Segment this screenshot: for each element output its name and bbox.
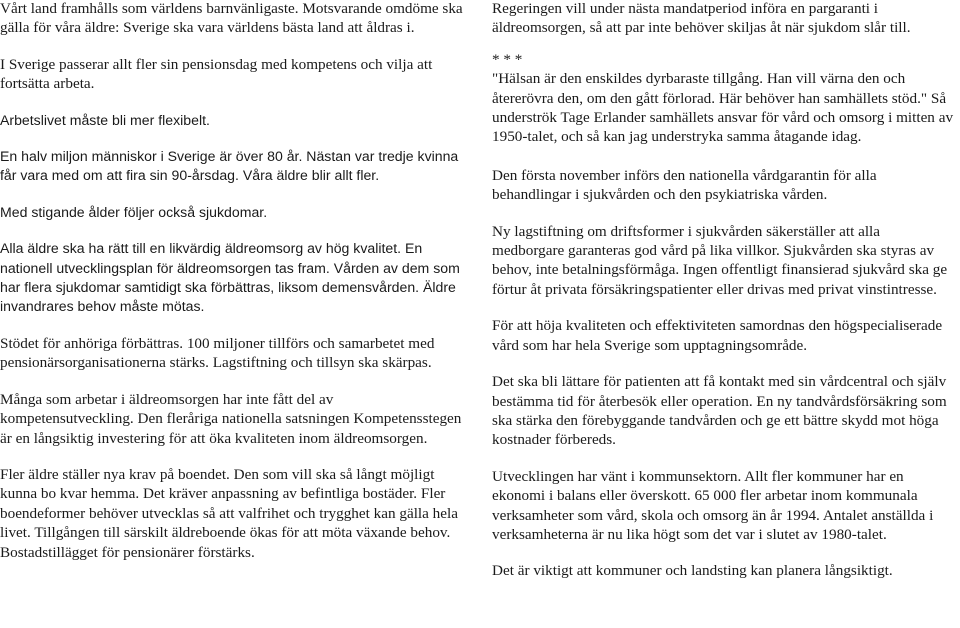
paragraph: Fler äldre ställer nya krav på boendet. Den som vill ska så långt möjligt kunna bo kvar hemma. Det kräver anpassning av befintliga bostäder. Fler boendeformer behöver utvecklas så att valfrihet och trygghet kan gälla hela livet. Tillgången till särskilt äldreboende ökas för att möta växande behov. Bostadstillägget för pensionärer förstärks.	[0, 465, 458, 561]
paragraph: Ny lagstiftning om driftsformer i sjukvården säkerställer att alla medborgare garanteras god vård på lika villkor. Sjukvården ska styras av behov, inte betalningsförmåga. Ingen offentligt finansierad sjukvård ska ge förtur åt privata försäkringspatienter eller drivas med privat vinstintresse.	[492, 222, 948, 298]
paragraph: Stödet för anhöriga förbättras. 100 miljoner tillförs och samarbetet med pensionärsorganisationerna stärks. Lagstiftning och tillsyn ska skärpas.	[0, 334, 435, 372]
left-column	[0, 0, 470, 579]
paragraph: Arbetslivet måste bli mer flexibelt.	[0, 111, 210, 128]
paragraph: Alla äldre ska ha rätt till en likvärdig äldreomsorg av hög kvalitet. En nationell utvecklingsplan för äldreomsorgen tas fram. Vården av dem som har flera sjukdomar samtidigt ska förbättras, liksom demensvården. Äldre invandrares behov måste mötas.	[0, 240, 460, 315]
paragraph: "Hälsan är den enskildes dyrbaraste tillgång. Han vill värna den och återerövra den, om den gått förlorad. Här behöver han samhällets stöd." Så underströk Tage Erlander samhällets ansvar för vård och omsorg i mitten av 1950-talet, och så kan jag understryka samma åtagande idag.	[492, 70, 954, 146]
paragraph: Det ska bli lättare för patienten att få kontakt med sin vårdcentral och själv bestämma tid för återbesök eller operation. En ny tandvårdsförsäkring som ska stärka den förebyggande tandvården och ge ett bättre skydd mot höga kostnader förbereds.	[492, 373, 947, 449]
paragraph: Regeringen vill under nästa mandatperiod införa en pargaranti i äldreomsorgen, så att par inte behöver skiljas åt när sjukdom slår till.	[492, 0, 911, 37]
paragraph: I Sverige passerar allt fler sin pensionsdag med kompetens och vilja att fortsätta arbeta.	[0, 55, 433, 93]
paragraph: Vårt land framhålls som världens barnvänligaste. Motsvarande omdöme ska gälla för våra äldre: Sverige ska vara världens bästa land att åldras i.	[0, 0, 463, 37]
right-column	[492, 0, 956, 598]
paragraph: Utvecklingen har vänt i kommunsektorn. Allt fler kommuner har en ekonomi i balans eller överskott. 65 000 fler arbetar inom kommunala verksamheter som vård, skola och omsorg än år 1994. Antalet anställda i verksamheterna är nu lika högt som det var i slutet av 1980-talet.	[492, 467, 934, 543]
paragraph: För att höja kvaliteten och effektiviteten samordnas den högspecialiserade vård som har hela Sverige som upptagningsområde.	[492, 317, 943, 354]
paragraph: Det är viktigt att kommuner och landsting kan planera långsiktigt.	[492, 562, 893, 580]
section-separator: * * *	[492, 50, 523, 68]
paragraph: Med stigande ålder följer också sjukdomar.	[0, 203, 268, 220]
paragraph: Den första november införs den nationella vårdgarantin för alla behandlingar i sjukvården och den psykiatriska vården.	[492, 166, 877, 204]
paragraph: En halv miljon människor i Sverige är över 80 år. Nästan var tredje kvinna får vara med om att fira sin 90-årsdag. Våra äldre blir allt fler.	[0, 148, 459, 184]
paragraph: Många som arbetar i äldreomsorgen har inte fått del av kompetensutveckling. Den fleråriga nationella satsningen Kompetensstegen är en långsiktig investering för att öka kvaliteten inom äldreomsorgen.	[0, 390, 462, 447]
